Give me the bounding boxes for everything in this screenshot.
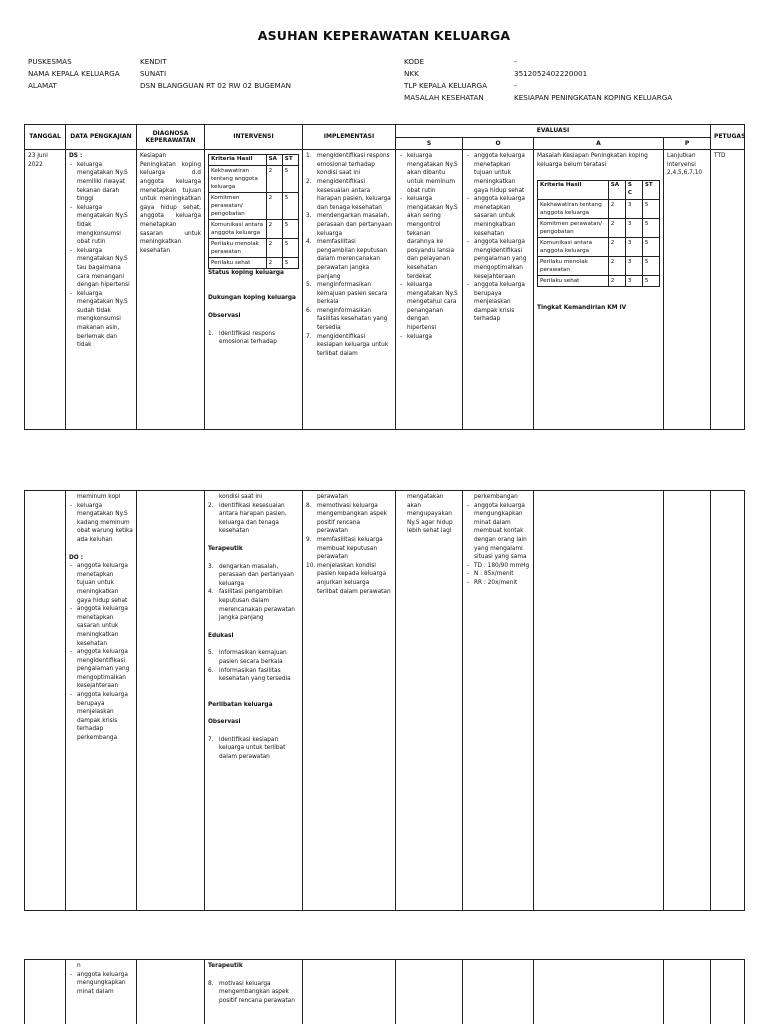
kriteria-hasil-table bbox=[208, 154, 299, 269]
list-item: - anggota keluarga berupaya menjelaskan dampak krisis terhadap perkembanga bbox=[69, 691, 133, 743]
list-item: - anggota keluarga mengidentifikasi pengalaman yang mengoptimalkan kesejahteraan bbox=[69, 648, 133, 691]
item-text: informasikan kemajuan pasien secara berkala bbox=[219, 650, 287, 665]
item-number: 2. bbox=[208, 502, 214, 509]
item-text: memfasilitasi keluarga membuat keputusan perawatan bbox=[317, 536, 383, 561]
cell-intervensi bbox=[205, 150, 303, 430]
info-right-label: KODE bbox=[404, 57, 425, 66]
item-number: 5. bbox=[208, 650, 214, 657]
kriteria-sa: 2 bbox=[608, 237, 625, 256]
cell-data-pengkajian-2 bbox=[66, 491, 137, 911]
list-item: - TD : 180/90 mmHg bbox=[466, 562, 530, 571]
a-s-head: S C bbox=[625, 181, 642, 199]
kriteria-st: 5 bbox=[642, 275, 659, 286]
implementasi-list-2 bbox=[306, 502, 392, 597]
info-left-value: DSN BLANGGUAN RT 02 RW 02 BUGEMAN bbox=[140, 81, 292, 90]
kriteria-row bbox=[209, 192, 299, 219]
kriteria-row bbox=[209, 238, 299, 257]
item-number: 1. bbox=[208, 330, 214, 337]
intervensi-list-3 bbox=[208, 980, 299, 1006]
item-text: dengarkan masalah, perasaan dan pertanyaan keluarga bbox=[219, 563, 294, 587]
list-item: - keluarga mengatakan Ny.S kadang meminum obat warung ketika ada keluhan bbox=[69, 502, 133, 545]
kriteria-k: Kekhawatiran tentang anggota keluarga bbox=[538, 199, 609, 218]
col-implementasi: IMPLEMENTASI bbox=[303, 125, 396, 150]
info-left-row bbox=[28, 56, 291, 68]
info-right-row bbox=[404, 80, 672, 92]
cell-implementasi bbox=[303, 150, 396, 430]
o-list-2 bbox=[466, 502, 530, 588]
kriteria-k: Komitmen perawatan/ pengobatan bbox=[538, 218, 609, 237]
kriteria-s: 3 bbox=[625, 275, 642, 286]
numbered-item bbox=[208, 649, 299, 666]
item-number: 10. bbox=[306, 562, 316, 569]
pelibatan-label: Perlibatan keluarga bbox=[208, 701, 273, 708]
col-p: P bbox=[664, 137, 711, 150]
header-info-left bbox=[28, 56, 291, 92]
numbered-item bbox=[306, 536, 392, 562]
item-number: 8. bbox=[208, 980, 214, 987]
list-item: - anggota keluarga mengidentifikasi pengalaman yang mengoptimalkan kesejahteraan bbox=[466, 238, 530, 281]
a-kriteria-head: Kriteria Hasil bbox=[538, 181, 609, 199]
kemandirian-label: Tingkat Kemandirian KM IV bbox=[537, 304, 627, 311]
intervensi-list-d bbox=[208, 736, 299, 762]
cell-evaluasi-o-3 bbox=[463, 960, 534, 1024]
kriteria-sa: 2 bbox=[266, 192, 282, 219]
col-intervensi: INTERVENSI bbox=[205, 125, 303, 150]
care-plan-table-page-3 bbox=[24, 959, 745, 1024]
implementasi-cont: perawatan bbox=[317, 494, 348, 500]
ds-cont bbox=[69, 493, 133, 502]
item-text: identifikasi kesiapan keluarga untuk terlibat dalam perawatan bbox=[219, 736, 286, 761]
cell-data-pengkajian-3 bbox=[66, 960, 137, 1024]
col-s: S bbox=[396, 137, 463, 150]
col-data-pengkajian: DATA PENGKAJIAN bbox=[66, 125, 137, 150]
item-text: informasikan fasilitas kesehatan yang tersedia bbox=[219, 667, 291, 683]
kriteria-s: 3 bbox=[625, 256, 642, 275]
cell-evaluasi-p-2 bbox=[664, 491, 711, 911]
cell-evaluasi-a-2 bbox=[534, 491, 664, 911]
numbered-item bbox=[208, 330, 299, 347]
cell-diagnosa-2 bbox=[137, 491, 205, 911]
item-number: 7. bbox=[306, 333, 312, 340]
numbered-item bbox=[208, 667, 299, 684]
do-label: DO : bbox=[69, 554, 84, 561]
kriteria-st: 5 bbox=[282, 192, 298, 219]
status-koping-label: Status koping keluarga bbox=[208, 269, 284, 276]
info-left-label: ALAMAT bbox=[28, 81, 57, 90]
header-info-right bbox=[404, 56, 672, 104]
list-item: - keluarga mengatakan Ny.S tau bagaimana cara menangani dengan hipertensi bbox=[69, 247, 133, 290]
cell-diagnosa: Kesiapan Peningkatan koping keluarga d.d anggota keluarga menetapkan tujuan untuk meningkatkan gaya hidup sehat, anggota keluarga menetapkan sasaran untuk meningkatkan kesehatan bbox=[137, 150, 205, 430]
info-right-label: TLP KEPALA KELUARGA bbox=[404, 81, 487, 90]
col-o: O bbox=[463, 137, 534, 150]
kriteria-k: Kekhawatiran tentang anggota keluarga bbox=[209, 165, 267, 192]
do-list bbox=[69, 562, 133, 742]
kriteria-st: 5 bbox=[642, 199, 659, 218]
cell-petugas: TTD bbox=[711, 150, 745, 430]
kriteria-st: 5 bbox=[282, 219, 298, 238]
list-item: - keluarga mengatakan Ny.S mengetahui cara penanganan dengan hipertensi bbox=[399, 281, 459, 333]
terapeutik-label: Terapeutik bbox=[208, 545, 243, 552]
kriteria-st: 5 bbox=[282, 257, 298, 268]
info-left-row bbox=[28, 68, 291, 80]
info-left-row bbox=[28, 80, 291, 92]
list-item: - RR : 20x/menit bbox=[466, 579, 530, 588]
kriteria-k: Perilaku sehat bbox=[209, 257, 267, 268]
item-text: mengidentifikasi respons emosional terhadap kondisi saat ini bbox=[317, 153, 390, 177]
col-petugas: PETUGAS bbox=[711, 125, 745, 150]
cell-tanggal-2 bbox=[25, 491, 66, 911]
cell-evaluasi-a bbox=[534, 150, 664, 430]
edukasi-label: Edukasi bbox=[208, 632, 234, 639]
data-cont-3: n bbox=[77, 963, 81, 969]
numbered-item bbox=[306, 281, 392, 307]
info-right-row bbox=[404, 92, 672, 104]
list-item: - anggota keluarga menetapkan tujuan untuk meningkatkan gaya hidup sehat bbox=[69, 562, 133, 605]
list-item: - keluarga mengatakan Ny.S sudah tidak mengkonsumsi makanan asin, berlemak dan tidak bbox=[69, 290, 133, 350]
ds-list bbox=[69, 161, 133, 350]
kriteria-row bbox=[538, 218, 660, 237]
data-list-3 bbox=[69, 971, 133, 997]
terapeutik-label-3: Terapeutik bbox=[208, 963, 243, 969]
kriteria-k: Perilaku sehat bbox=[538, 275, 609, 286]
kriteria-s: 3 bbox=[625, 218, 642, 237]
kriteria-st: 5 bbox=[282, 165, 298, 192]
numbered-item bbox=[306, 307, 392, 333]
numbered-item bbox=[306, 333, 392, 359]
kriteria-sa: 2 bbox=[608, 256, 625, 275]
list-item: - keluarga bbox=[399, 333, 459, 342]
kriteria-k: Komunikasi antara anggota keluarga bbox=[209, 219, 267, 238]
numbered-item bbox=[208, 736, 299, 762]
kriteria-row bbox=[209, 219, 299, 238]
item-text: memfasilitasi pengambilan keputusan dalam merencanakan perawatan jangka panjang bbox=[317, 239, 388, 280]
cell-evaluasi-o-2 bbox=[463, 491, 534, 911]
item-number: 3. bbox=[306, 213, 312, 220]
cell-tanggal: 23 Juni 2022 bbox=[25, 150, 66, 430]
kriteria-k: Komitmen perawatan/ pengobatan bbox=[209, 192, 267, 219]
care-plan-table-page-2 bbox=[24, 490, 745, 911]
item-number: 6. bbox=[306, 307, 312, 314]
col-evaluasi: EVALUASI bbox=[396, 125, 711, 138]
item-number: 4. bbox=[306, 239, 312, 246]
a-text: Masalah Kesiapan Peningkatan koping keluarga belum teratasi bbox=[537, 153, 648, 168]
cell-diagnosa-3 bbox=[137, 960, 205, 1024]
kriteria-row bbox=[209, 257, 299, 268]
kriteria-row bbox=[538, 199, 660, 218]
numbered-item bbox=[208, 563, 299, 589]
item-text: mengidentifikasi kesesuaian antara harapan pasien, keluarga dan tenaga kesehatan bbox=[317, 178, 391, 211]
document-title: ASUHAN KEPERAWATAN KELUARGA bbox=[257, 28, 511, 43]
item-number: 8. bbox=[306, 502, 312, 509]
cell-intervensi-2 bbox=[205, 491, 303, 911]
col-tanggal: TANGGAL bbox=[25, 125, 66, 150]
a-sa-head: SA bbox=[608, 181, 625, 199]
info-left-value: KENDIT bbox=[140, 57, 167, 66]
cell-petugas-3 bbox=[711, 960, 745, 1024]
ds-cont-text: meminum kopi bbox=[77, 494, 121, 500]
observasi-label: Observasi bbox=[208, 312, 241, 319]
numbered-item bbox=[208, 980, 299, 1006]
numbered-item bbox=[306, 502, 392, 536]
cell-evaluasi-s-3 bbox=[396, 960, 463, 1024]
cell-data-pengkajian bbox=[66, 150, 137, 430]
item-number: 6. bbox=[208, 667, 214, 674]
kriteria-sa: 2 bbox=[608, 275, 625, 286]
kriteria-row bbox=[538, 275, 660, 286]
observasi-label-2: Observasi bbox=[208, 719, 241, 726]
info-right-label: NKK bbox=[404, 69, 419, 78]
intervensi-cont: kondisi saat ini bbox=[219, 494, 263, 500]
kriteria-s: 3 bbox=[625, 199, 642, 218]
list-item: - keluarga mengatakan Ny.S akan sering mengontrol tekanan darahnya ke posyandu lansia dan pelayanan kesehatan terdekat bbox=[399, 195, 459, 281]
kriteria-s: 3 bbox=[625, 237, 642, 256]
kriteria-row bbox=[538, 256, 660, 275]
info-right-value: - bbox=[514, 81, 517, 90]
kriteria-sa: 2 bbox=[266, 238, 282, 257]
kriteria-k: Komunikasi antara anggota keluarga bbox=[538, 237, 609, 256]
list-item: - keluarga mengatakan Ny.S akan dibantu untuk meminum obat rutin bbox=[399, 152, 459, 195]
care-plan-table-page-1 bbox=[24, 124, 745, 430]
list-item: - anggota keluarga menetapkan sasaran untuk meningkatkan kesehatan bbox=[466, 195, 530, 238]
info-right-row bbox=[404, 68, 672, 80]
intervensi-list-c bbox=[208, 649, 299, 683]
info-left-value: SUNATI bbox=[140, 69, 167, 78]
item-text: fasilitasi pengambilan keputusan dalam merencanakan perawatan jangka panjang bbox=[219, 589, 295, 622]
col-diagnosa: DIAGNOSA KEPERAWATAN bbox=[137, 125, 205, 150]
cell-implementasi-2 bbox=[303, 491, 396, 911]
kriteria-st: 5 bbox=[282, 238, 298, 257]
ds-label: DS : bbox=[69, 153, 83, 160]
item-text: mendengarkan masalah, perasaan dan pertanyaan keluarga bbox=[317, 213, 392, 237]
numbered-item bbox=[208, 588, 299, 622]
info-right-value: 3512052402220001 bbox=[514, 69, 588, 78]
dukungan-koping-label: Dukungan koping keluarga bbox=[208, 295, 296, 302]
item-text: menginformasikan kemajuan pasien secara berkala bbox=[317, 282, 388, 306]
intervensi-list bbox=[208, 330, 299, 347]
s-cont: mengatakan akan mengupayakan Ny.S agar hidup lebih sehat lagi bbox=[407, 494, 453, 535]
cell-evaluasi-a-3 bbox=[534, 960, 664, 1024]
numbered-item bbox=[306, 562, 392, 596]
list-item: - keluarga mengatakan Ny.S tidak mengkonsumsi obat rutin bbox=[69, 204, 133, 247]
info-left-label: NAMA KEPALA KELUARGA bbox=[28, 69, 120, 78]
item-number: 4. bbox=[208, 589, 214, 596]
item-text: motivasi keluarga mengembangkan aspek positif rencana perawatan bbox=[219, 980, 295, 1004]
numbered-item bbox=[306, 152, 392, 178]
kriteria-st: 5 bbox=[642, 218, 659, 237]
kriteria-sa: 2 bbox=[266, 165, 282, 192]
cell-evaluasi-p-3 bbox=[664, 960, 711, 1024]
item-number: 3. bbox=[208, 563, 214, 570]
list-item: - anggota keluarga mengungkapkan minat dalam bbox=[69, 971, 133, 997]
cell-evaluasi-s bbox=[396, 150, 463, 430]
intervensi-list-a bbox=[208, 502, 299, 536]
list-item: - anggota keluarga berupaya menjelaskan dampak krisis terhadap bbox=[466, 281, 530, 324]
numbered-item bbox=[306, 212, 392, 238]
a-kriteria-table bbox=[537, 180, 660, 286]
info-right-row bbox=[404, 56, 672, 68]
list-item: - anggota keluarga menetapkan sasaran untuk meningkatkan kesehatan bbox=[69, 605, 133, 648]
info-right-value: - bbox=[514, 57, 517, 66]
a-st-head: ST bbox=[642, 181, 659, 199]
item-text: memotivasi keluarga mengembangkan aspek positif rencana perawatan bbox=[317, 502, 387, 535]
item-text: mengidentifikasi kesiapan keluarga untuk terlibat dalam bbox=[317, 333, 389, 357]
kriteria-sa: 2 bbox=[608, 218, 625, 237]
cell-tanggal-3 bbox=[25, 960, 66, 1024]
kriteria-k: Perilaku menolak perawatan bbox=[538, 256, 609, 275]
item-number: 7. bbox=[208, 736, 214, 743]
st-head: ST bbox=[282, 155, 298, 166]
list-item: - N : 85x/menit bbox=[466, 570, 530, 579]
list-item: - keluarga mengatakan Ny.S memiliki riwayat tekanan darah tinggi bbox=[69, 161, 133, 204]
cell-evaluasi-s-2 bbox=[396, 491, 463, 911]
kriteria-k: Perilaku menolak perawatan bbox=[209, 238, 267, 257]
o-cont: perkembangan bbox=[474, 494, 518, 500]
numbered-item bbox=[208, 502, 299, 536]
o-list bbox=[466, 152, 530, 324]
item-number: 2. bbox=[306, 178, 312, 185]
numbered-item bbox=[306, 178, 392, 212]
item-number: 9. bbox=[306, 536, 312, 543]
cell-evaluasi-p: Lanjutkan intervensi 2,4,5,6,7,10 bbox=[664, 150, 711, 430]
col-a: A bbox=[534, 137, 664, 150]
cell-petugas-2 bbox=[711, 491, 745, 911]
kriteria-st: 5 bbox=[642, 237, 659, 256]
sa-head: SA bbox=[266, 155, 282, 166]
item-text: menjelaskan kondisi pasien kepada keluarga anjurkan keluarga terlibat dalam perawatan bbox=[317, 562, 391, 595]
numbered-item bbox=[306, 238, 392, 281]
kriteria-row bbox=[209, 165, 299, 192]
cell-evaluasi-o bbox=[463, 150, 534, 430]
item-text: identifikasi respons emosional terhadap bbox=[219, 330, 277, 346]
list-item: - anggota keluarga menetapkan tujuan untuk meningkatkan gaya hidup sehat bbox=[466, 152, 530, 195]
info-right-label: MASALAH KESEHATAN bbox=[404, 93, 484, 102]
ds-list-2 bbox=[69, 502, 133, 545]
item-text: identifikasi kesesuaian antara harapan pasien, keluarga dan tenaga kesehatan bbox=[219, 502, 287, 535]
cell-implementasi-3 bbox=[303, 960, 396, 1024]
item-number: 5. bbox=[306, 282, 312, 289]
info-left-label: PUSKESMAS bbox=[28, 57, 72, 66]
cell-intervensi-3 bbox=[205, 960, 303, 1024]
s-list bbox=[399, 152, 459, 341]
item-number: 1. bbox=[306, 153, 312, 160]
kriteria-head: Kriteria Hasil bbox=[209, 155, 267, 166]
list-item: - anggota keluarga mengungkapkan minat dalam membuat kontak dengan orang lain yang mengalami situasi yang sama bbox=[466, 502, 530, 562]
kriteria-sa: 2 bbox=[608, 199, 625, 218]
kriteria-sa: 2 bbox=[266, 219, 282, 238]
intervensi-list-b bbox=[208, 563, 299, 623]
item-text: menginformasikan fasilitas kesehatan yang tersedia bbox=[317, 307, 388, 332]
info-right-value: KESIAPAN PENINGKATAN KOPING KELUARGA bbox=[514, 93, 673, 102]
kriteria-row bbox=[538, 237, 660, 256]
kriteria-sa: 2 bbox=[266, 257, 282, 268]
implementasi-list bbox=[306, 152, 392, 358]
kriteria-st: 5 bbox=[642, 256, 659, 275]
